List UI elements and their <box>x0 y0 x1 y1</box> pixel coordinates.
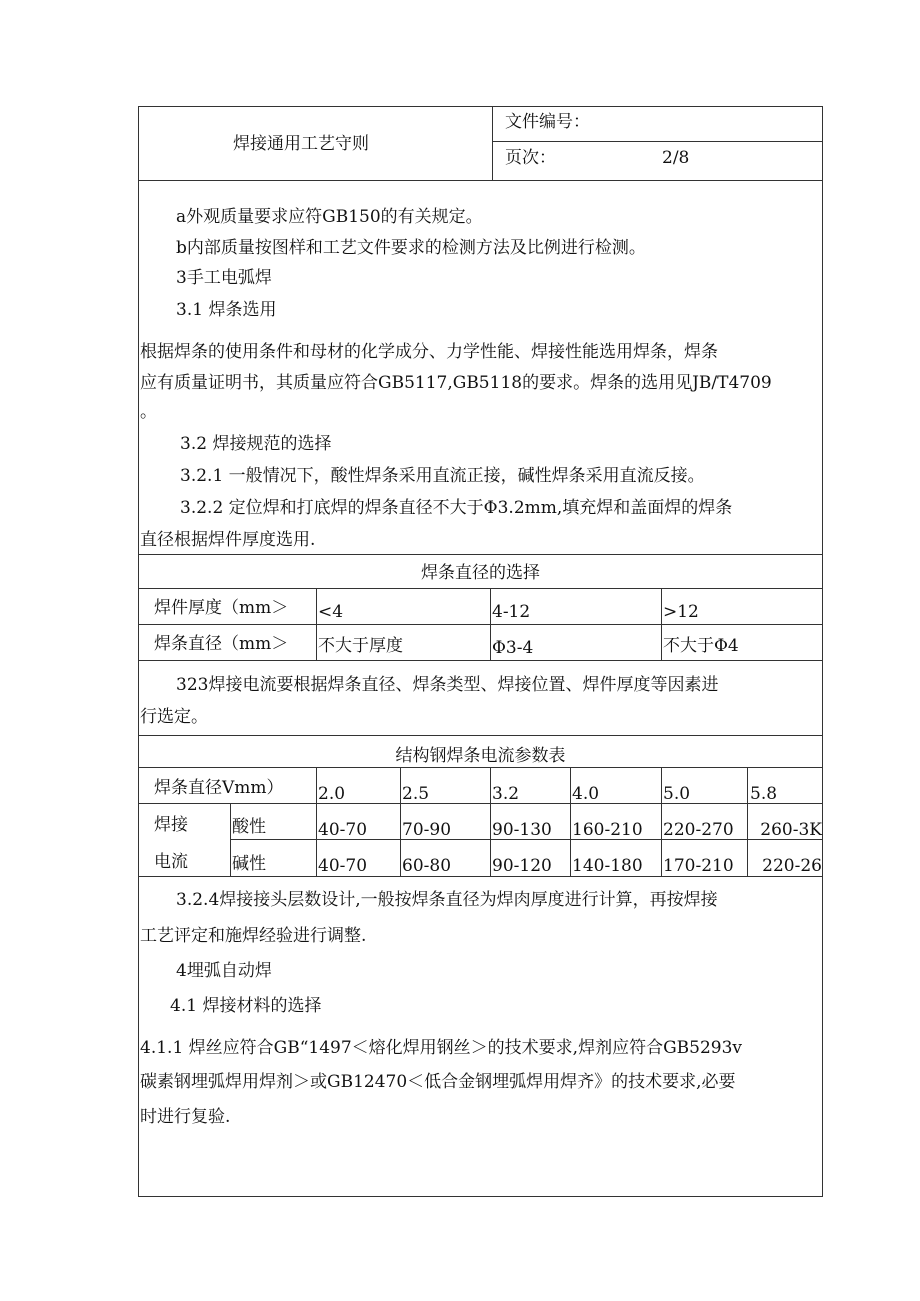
section-3-2-2-text-line2: 直径根据焊件厚度选用. <box>140 530 316 550</box>
table1-cell: >12 <box>663 602 699 622</box>
table1-row-line <box>138 588 823 589</box>
section-3-1-text-line2: 应有质量证明书，其质量应符合GB5117,GB5118的要求。焊条的选用见JB/T4709 <box>140 373 772 393</box>
table2-col-line <box>490 767 491 876</box>
table2-col-line <box>747 767 748 876</box>
section-3-2-heading: 3.2 焊接规范的选择 <box>180 434 332 454</box>
table2-header-cell: 2.0 <box>318 784 346 804</box>
section-4-1-1-text-line1: 4.1.1 焊丝应符合GB“1497＜熔化焊用钢丝＞的技术要求,焊剂应符合GB5293v <box>140 1038 743 1058</box>
header-bottom-line <box>138 180 823 181</box>
section-4-1-1-text-line3: 时进行复验. <box>140 1107 231 1127</box>
table2-caption: 结构钢焊条电流参数表 <box>395 746 566 766</box>
table2-col-line <box>400 767 401 876</box>
table2-col-line <box>316 767 317 876</box>
table1-cell: 不大于Φ4 <box>663 636 739 656</box>
paragraph-b: b内部质量按图样和工艺文件要求的检测方法及比例进行检测。 <box>176 238 646 258</box>
table1-col-line <box>316 588 317 660</box>
section-3-2-1-text: 3.2.1 一般情况下，酸性焊条采用直流正接，碱性焊条采用直流反接。 <box>180 466 705 486</box>
page-number: 2/8 <box>662 148 690 168</box>
table2-col-line <box>661 767 662 876</box>
table2-col-line <box>570 767 571 876</box>
section-4-heading: 4埋弧自动焊 <box>176 961 272 981</box>
table2-row-line <box>138 767 823 768</box>
file-number-label: 文件编号： <box>505 112 590 132</box>
table1-cell: Φ3-4 <box>492 638 534 658</box>
table2-cell: 140-180 <box>572 856 643 876</box>
section-4-1-heading: 4.1 焊接材料的选择 <box>170 996 322 1016</box>
header-row-divider <box>492 141 823 142</box>
section-3-1-text-line3: 。 <box>140 402 157 422</box>
section-3-1-heading: 3.1 焊条选用 <box>176 300 277 320</box>
table1-cell: <4 <box>318 602 344 622</box>
table2-group-label: 焊接 <box>154 815 188 835</box>
table1-top-line <box>138 554 823 555</box>
table1-bottom-line <box>138 660 823 661</box>
table2-cell: 90-120 <box>492 856 552 876</box>
table2-cell: 碱性 <box>232 854 266 874</box>
table1-cell: 焊条直径（mm＞ <box>154 634 289 654</box>
section-3-heading: 3手工电弧焊 <box>176 268 272 288</box>
table2-cell: 70-90 <box>402 820 452 840</box>
section-3-2-3-text-line1: 323焊接电流要根据焊条直径、焊条类型、焊接位置、焊件厚度等因素进 <box>176 675 719 695</box>
table2-cell: 160-210 <box>572 820 643 840</box>
table2-header-cell: 5.8 <box>750 784 778 804</box>
section-3-2-4-text-line2: 工艺评定和施焊经验进行调整. <box>140 926 367 946</box>
page-label: 页次： <box>505 148 556 168</box>
table2-cell: 60-80 <box>402 856 452 876</box>
table2-cell: 酸性 <box>232 817 266 837</box>
section-3-2-4-text-line1: 3.2.4焊接接头层数设计,一般按焊条直径为焊肉厚度进行计算，再按焊接 <box>176 890 718 910</box>
table2-bottom-line <box>138 876 823 877</box>
table2-top-line <box>138 735 823 736</box>
table1-cell: 不大于厚度 <box>318 636 403 656</box>
table2-cell: 40-70 <box>318 856 368 876</box>
table2-header-cell: 焊条直径Vmm） <box>154 778 284 798</box>
section-3-2-3-text-line2: 行选定。 <box>140 707 208 727</box>
table1-col-line <box>490 588 491 660</box>
table2-cell: 260-3K <box>760 820 822 840</box>
table2-header-cell: 5.0 <box>663 784 691 804</box>
table2-cell: 220-270 <box>663 820 734 840</box>
section-3-2-2-text-line1: 3.2.2 定位焊和打底焊的焊条直径不大于Φ3.2mm,填充焊和盖面焊的焊条 <box>180 498 733 518</box>
paragraph-a: a外观质量要求应符GB150的有关规定。 <box>176 207 483 227</box>
table1-caption: 焊条直径的选择 <box>421 563 540 583</box>
table1-cell: 4-12 <box>492 602 531 622</box>
table2-cell: 90-130 <box>492 820 552 840</box>
table2-cell: 170-210 <box>663 856 734 876</box>
table2-header-cell: 3.2 <box>492 784 520 804</box>
document-title: 焊接通用工艺守则 <box>233 134 369 154</box>
table1-row-line <box>138 624 823 625</box>
table2-header-cell: 2.5 <box>402 784 430 804</box>
table2-cell: 220-26 <box>762 856 822 876</box>
section-3-1-text-line1: 根据焊条的使用条件和母材的化学成分、力学性能、焊接性能选用焊条，焊条 <box>140 342 718 362</box>
table2-group-label: 电流 <box>154 852 188 872</box>
header-divider <box>492 106 493 180</box>
table2-row-line <box>138 803 823 804</box>
table2-cell: 40-70 <box>318 820 368 840</box>
table2-col-line <box>230 803 231 876</box>
table2-header-cell: 4.0 <box>572 784 600 804</box>
section-4-1-1-text-line2: 碳素钢埋弧焊用焊剂＞或GB12470＜低合金钢埋弧焊用焊齐》的技术要求,必要 <box>140 1072 736 1092</box>
table1-col-line <box>661 588 662 660</box>
table1-cell: 焊件厚度（mm＞ <box>154 598 289 618</box>
